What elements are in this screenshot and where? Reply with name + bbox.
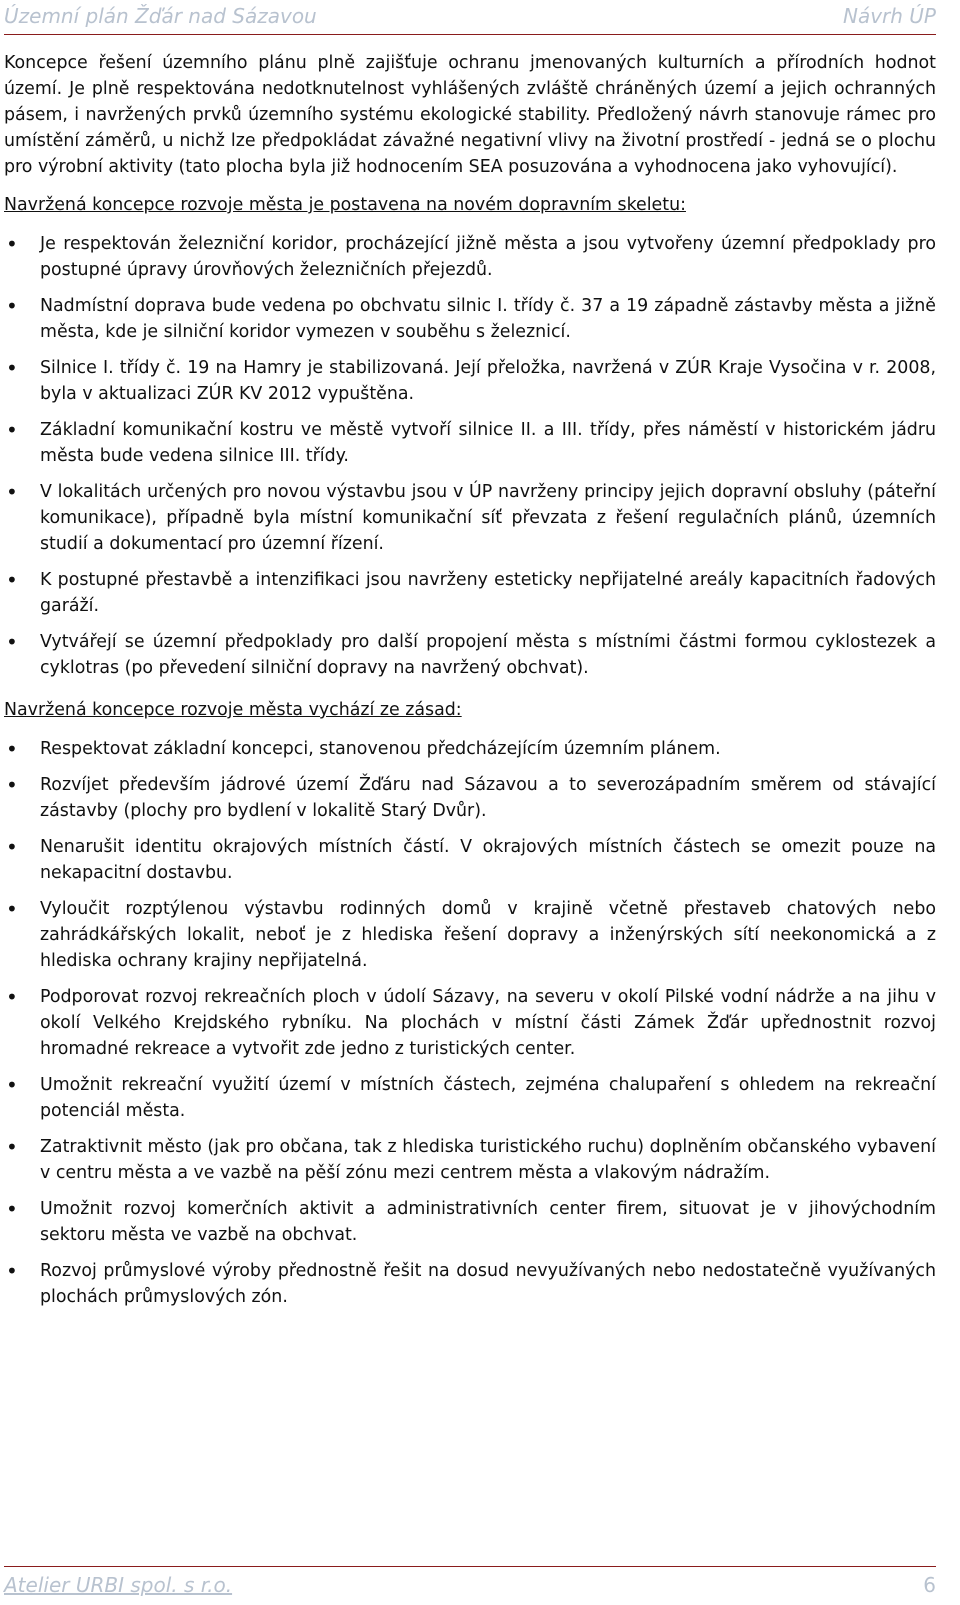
list-item: • Silnice I. třídy č. 19 na Hamry je stabilizovaná. Její přeložka, navržená v ZÚR Kraje Vysočina v r. 2008, byla v aktualizaci ZÚR KV 2012 vypuštěna. xyxy=(4,355,936,407)
section-heading-principles: Navržená koncepce rozvoje města vychází ze zásad: xyxy=(4,700,462,720)
section-heading-transport: Navržená koncepce rozvoje města je postavena na novém dopravním skeletu: xyxy=(4,195,686,215)
header-document-title: Územní plán Žďár nad Sázavou xyxy=(4,4,317,28)
list-item: • K postupné přestavbě a intenzifikaci jsou navrženy esteticky nepřijatelné areály kapacitních řadových garáží. xyxy=(4,567,936,619)
intro-paragraph: Koncepce řešení územního plánu plně zajišťuje ochranu jmenovaných kulturních a přírodních hodnot území. Je plně respektována nedotknutelnost vyhlášených zvláště chráněných území a jejich ochranných pásem, i navržených prvků územního systému ekologické stability. Předložený návrh stanovuje rámec pro umístění záměrů, u nichž lze předpokládat závažné negativní vlivy na životní prostředí - jedná se o plochu pro výrobní aktivity (tato plocha byla již hodnocením SEA posuzována a vyhodnocena jako vyhovující). xyxy=(4,53,936,177)
list-item: • V lokalitách určených pro novou výstavbu jsou v ÚP navrženy principy jejich dopravní obsluhy (páteřní komunikace), případně byla místní komunikační síť převzata z řešení regulačních plánů, územních studií a dokumentací pro územní řízení. xyxy=(4,479,936,557)
list-item: • Základní komunikační kostru ve městě vytvoří silnice II. a III. třídy, přes náměstí v historickém jádru města bude vedena silnice III. třídy. xyxy=(4,417,936,469)
page-footer xyxy=(4,1566,936,1601)
page-header xyxy=(4,2,936,35)
list-item: • Respektovat základní koncepci, stanovenou předcházejícím územním plánem. xyxy=(4,736,936,762)
header-document-stage: Návrh ÚP xyxy=(842,4,936,28)
list-item: • Vytvářejí se územní předpoklady pro další propojení města s místními částmi formou cyklostezek a cyklotras (po převedení silniční dopravy na navržený obchvat). xyxy=(4,629,936,681)
transport-bullet-list xyxy=(4,231,936,681)
list-item: • Je respektován železniční koridor, procházející jižně města a jsou vytvořeny územní předpoklady pro postupné úpravy úrovňových železničních přejezdů. xyxy=(4,231,936,283)
list-item: • Zatraktivnit město (jak pro občana, tak z hlediska turistického ruchu) doplněním občanského vybavení v centru města a ve vazbě na pěší zónu mezi centrem města a vlakovým nádražím. xyxy=(4,1134,936,1186)
document-body xyxy=(4,50,936,1320)
principles-bullet-list xyxy=(4,736,936,1310)
list-item: • Rozvoj průmyslové výroby přednostně řešit na dosud nevyužívaných nebo nedostatečně využívaných plochách průmyslových zón. xyxy=(4,1258,936,1310)
list-item: • Podporovat rozvoj rekreačních ploch v údolí Sázavy, na severu v okolí Pilské vodní nádrže a na jihu v okolí Velkého Krejdského rybníku. Na plochách v místní části Zámek Žďár upřednostnit rozvoj hromadné rekreace a vytvořit zde jedno z turistických center. xyxy=(4,984,936,1062)
list-item: • Vyloučit rozptýlenou výstavbu rodinných domů v krajině včetně přestaveb chatových nebo zahrádkářských lokalit, neboť je z hlediska řešení dopravy a inženýrských sítí neekonomická a z hlediska ochrany krajiny nepřijatelná. xyxy=(4,896,936,974)
list-item: • Nenarušit identitu okrajových místních částí. V okrajových místních částech se omezit pouze na nekapacitní dostavbu. xyxy=(4,834,936,886)
page-number: 6 xyxy=(923,1573,936,1597)
list-item: • Umožnit rekreační využití území v místních částech, zejména chalupaření s ohledem na rekreační potenciál města. xyxy=(4,1072,936,1124)
list-item: • Umožnit rozvoj komerčních aktivit a administrativních center firem, situovat je v jihovýchodním sektoru města ve vazbě na obchvat. xyxy=(4,1196,936,1248)
footer-company-name: Atelier URBI spol. s r.o. xyxy=(4,1573,233,1597)
list-item: • Rozvíjet především jádrové území Žďáru nad Sázavou a to severozápadním směrem od stávající zástavby (plochy pro bydlení v lokalitě Starý Dvůr). xyxy=(4,772,936,824)
list-item: • Nadmístní doprava bude vedena po obchvatu silnic I. třídy č. 37 a 19 západně zástavby města a jižně města, kde je silniční koridor vymezen v souběhu s železnicí. xyxy=(4,293,936,345)
